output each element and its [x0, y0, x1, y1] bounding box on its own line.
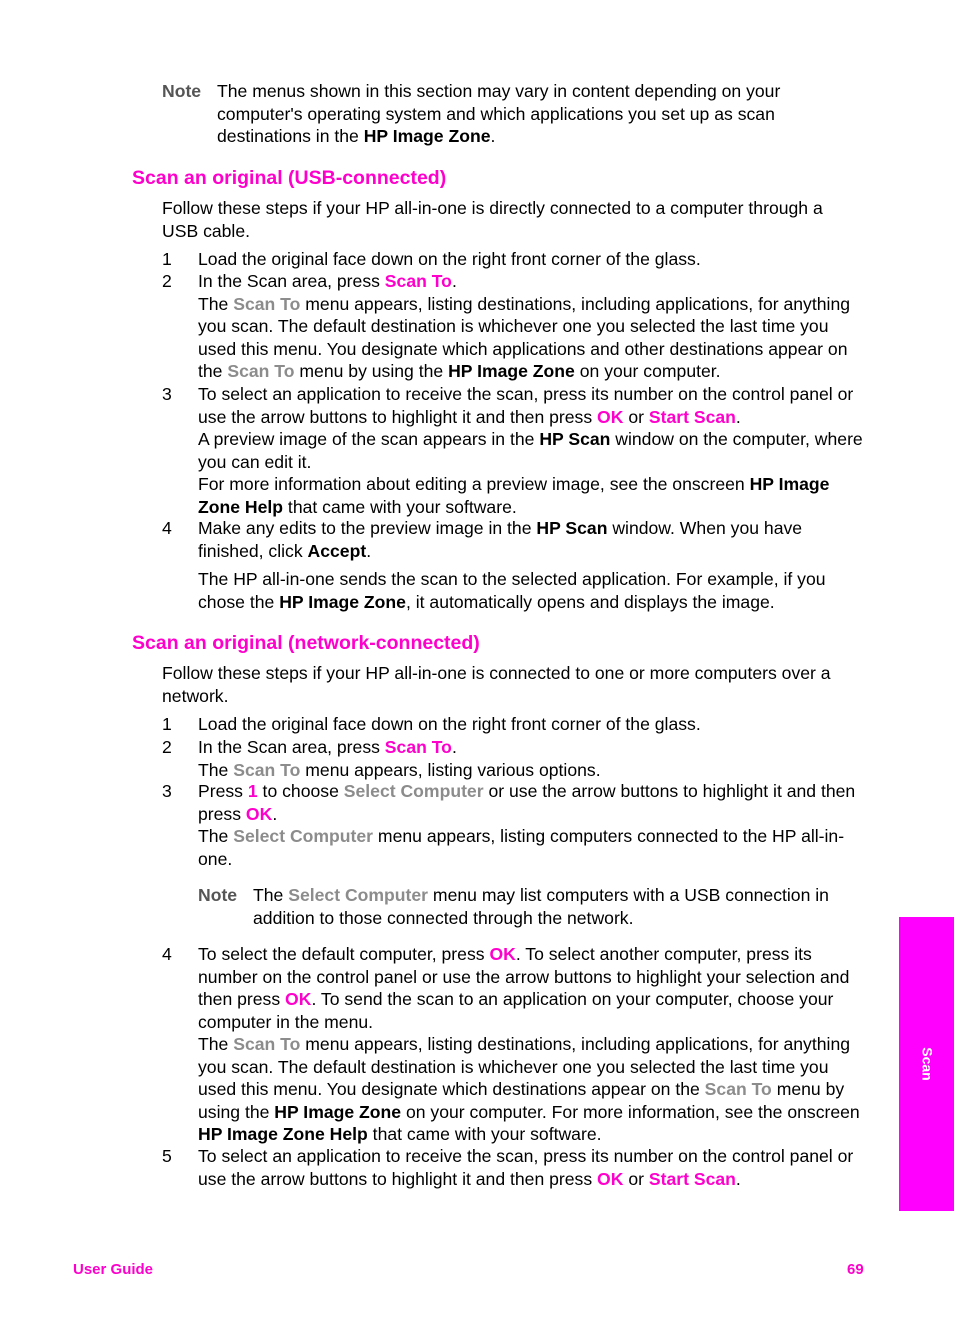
net-step2-num: 2: [162, 737, 172, 757]
heading-usb: Scan an original (USB-connected): [132, 167, 447, 189]
chapter-tab-scan[interactable]: [899, 917, 954, 1211]
heading-network: Scan an original (network-connected): [132, 632, 480, 654]
usb-step4-num: 4: [162, 518, 172, 538]
usb-step3: To select an application to receive the scan, press its number on the control panel or use the arrow buttons to highlight it and then press OK or Start Scan. A preview image of the scan appears in the HP Scan window on the computer, where you can edit it. For more information about editing a preview image, see the onscreen HP Image Zone Help that came with your software.: [198, 384, 863, 517]
net-step4-num: 4: [162, 944, 172, 964]
usb-step2: In the Scan area, press Scan To. The Scan To menu appears, listing destinations, including applications, for anything you scan. The default destination is whichever one you selected the last time you used this menu. You designate which applications and other destinations appear on the Scan To menu by using the HP Image Zone on your computer.: [198, 271, 851, 381]
usb-step4: Make any edits to the preview image in the HP Scan window. When you have finished, click Accept.: [198, 518, 803, 561]
page-number: 69: [847, 1261, 864, 1278]
net-step1-num: 1: [162, 714, 172, 734]
usb-step1-num: 1: [162, 249, 172, 269]
usb-step3-num: 3: [162, 384, 172, 404]
note-label: Note: [198, 885, 238, 905]
net-step3-num: 3: [162, 781, 172, 801]
net-intro: Follow these steps if your HP all-in-one is connected to one or more computers over a network.: [162, 663, 831, 706]
usb-step2-num: 2: [162, 271, 172, 291]
net-step4: To select the default computer, press OK. To select another computer, press its number on the control panel or use the arrow buttons to highlight your selection and then press OK. To send the scan to an application on your computer, choose your computer in the menu. The Scan To menu appears, listing destinations, including applications, for anything you scan. The default destination is whichever one you selected the last time you used this menu. You designate which destinations appear on the Scan To menu by using the HP Image Zone on your computer. For more information, see the onscreen HP Image Zone Help that came with your software.: [198, 944, 860, 1144]
footer-guide-title: User Guide: [73, 1261, 154, 1278]
note-text: The menus shown in this section may vary in content depending on your computer's operating system and which applications you set up as scan destinations in the HP Image Zone.: [217, 81, 781, 146]
net-step1-text: Load the original face down on the right front corner of the glass.: [198, 714, 701, 734]
usb-result: The HP all-in-one sends the scan to the selected application. For example, if you chose the HP Image Zone, it automatically opens and displays the image.: [198, 569, 826, 612]
usb-step1-text: Load the original face down on the right front corner of the glass.: [198, 249, 701, 269]
chapter-tab-label: Scan: [918, 1047, 935, 1081]
net-step5: To select an application to receive the scan, press its number on the control panel or use the arrow buttons to highlight it and then press OK or Start Scan.: [198, 1146, 854, 1189]
note-usb-intro: [162, 80, 862, 148]
net-step3: Press 1 to choose Select Computer or use the arrow buttons to highlight it and then press OK. The Select Computer menu appears, listing computers connected to the HP all-in-one.: [198, 781, 856, 869]
note-label: Note: [162, 81, 202, 101]
net-step2: In the Scan area, press Scan To. The Scan To menu appears, listing various options.: [198, 737, 601, 780]
usb-intro: Follow these steps if your HP all-in-one is directly connected to a computer through a USB cable.: [162, 198, 823, 241]
note-select-computer: Note The Select Computer menu may list computers with a USB connection in addition to those connected through the network.: [198, 885, 829, 928]
scan-to-button-ref: Scan To: [384, 271, 452, 291]
net-step5-num: 5: [162, 1146, 172, 1166]
